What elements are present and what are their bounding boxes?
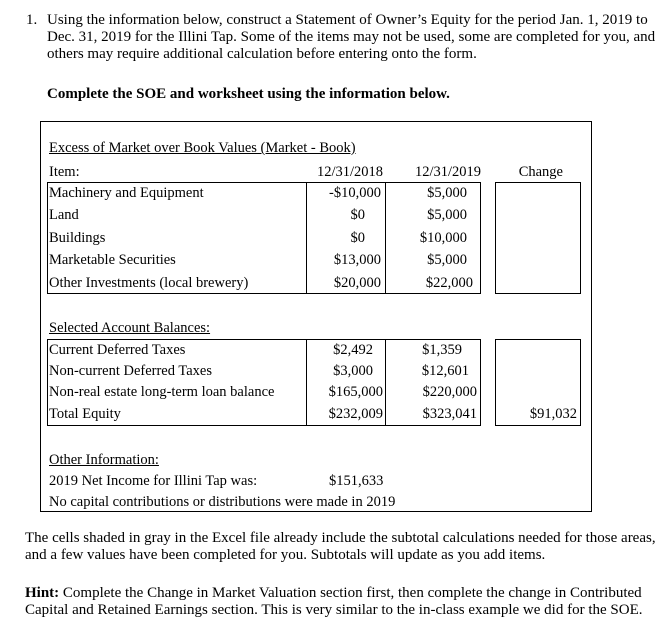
- row-2019: $5,000: [427, 207, 467, 223]
- row-label: Current Deferred Taxes: [49, 342, 186, 358]
- row-label: Non-real estate long-term loan balance: [49, 384, 275, 400]
- row-label: Other Investments (local brewery): [49, 275, 249, 291]
- row-2018: $3,000: [333, 363, 373, 379]
- question-text: Using the information below, construct a Statement of Owner’s Equity for the period Jan. 1, 2019 to Dec. 31, 2019 for the Illini Tap. Some of the items may not be used, some are completed for you, and others may require additional calculation before entering onto the form.: [47, 12, 656, 62]
- header-change: Change: [518, 164, 563, 180]
- hint-paragraph: [25, 585, 665, 619]
- question-number: 1.: [26, 12, 38, 28]
- row-2019: $323,041: [422, 406, 477, 422]
- row-2018: $2,492: [333, 342, 373, 358]
- row-label: Buildings: [49, 230, 106, 246]
- header-item: Item:: [49, 164, 80, 180]
- row-label: Marketable Securities: [49, 252, 176, 268]
- row-2019: $22,000: [425, 275, 473, 291]
- row-label: Machinery and Equipment: [49, 185, 204, 201]
- row-2019: $1,359: [422, 342, 462, 358]
- hint-label: Hint:: [25, 585, 60, 601]
- footer-paragraph: The cells shaded in gray in the Excel file already include the subtotal calculations needed for those areas, and a few values have been completed for you. Subtotals will update as you add items.: [25, 530, 656, 563]
- excess-change-column: [495, 182, 581, 294]
- row-change: $91,032: [529, 406, 577, 422]
- row-2018: $20,000: [333, 275, 381, 291]
- row-2018: -$10,000: [329, 185, 381, 201]
- row-2019: $5,000: [427, 252, 467, 268]
- header-2019: 12/31/2019: [414, 164, 481, 180]
- row-2019: $220,000: [422, 384, 477, 400]
- row-2019: $5,000: [427, 185, 467, 201]
- other-title: Other Information:: [49, 452, 159, 468]
- balances-title: Selected Account Balances:: [49, 320, 211, 336]
- row-2018: $232,009: [328, 406, 383, 422]
- row-2018: $165,000: [328, 384, 383, 400]
- net-income-value: $151,633: [329, 473, 384, 489]
- row-2018: $13,000: [333, 252, 381, 268]
- hint-text: Complete the Change in Market Valuation section first, then complete the change in Contributed Capital and Retained Earnings section. This is very similar to the in-class example we did for the SOE.: [25, 585, 643, 618]
- excess-title: Excess of Market over Book Values (Market - Book): [49, 140, 356, 156]
- question-instruction: Complete the SOE and worksheet using the information below.: [47, 86, 450, 102]
- row-label: Land: [49, 207, 79, 223]
- row-2019: $12,601: [421, 363, 469, 379]
- worksheet-box: [40, 121, 592, 512]
- row-label: Total Equity: [49, 406, 121, 422]
- net-income-label: 2019 Net Income for Illini Tap was:: [49, 473, 258, 489]
- row-2018: $0: [350, 230, 365, 246]
- row-2018: $0: [350, 207, 365, 223]
- row-2019: $10,000: [419, 230, 467, 246]
- header-2018: 12/31/2018: [316, 164, 383, 180]
- other-note: No capital contributions or distributions were made in 2019: [49, 494, 396, 510]
- row-label: Non-current Deferred Taxes: [49, 363, 212, 379]
